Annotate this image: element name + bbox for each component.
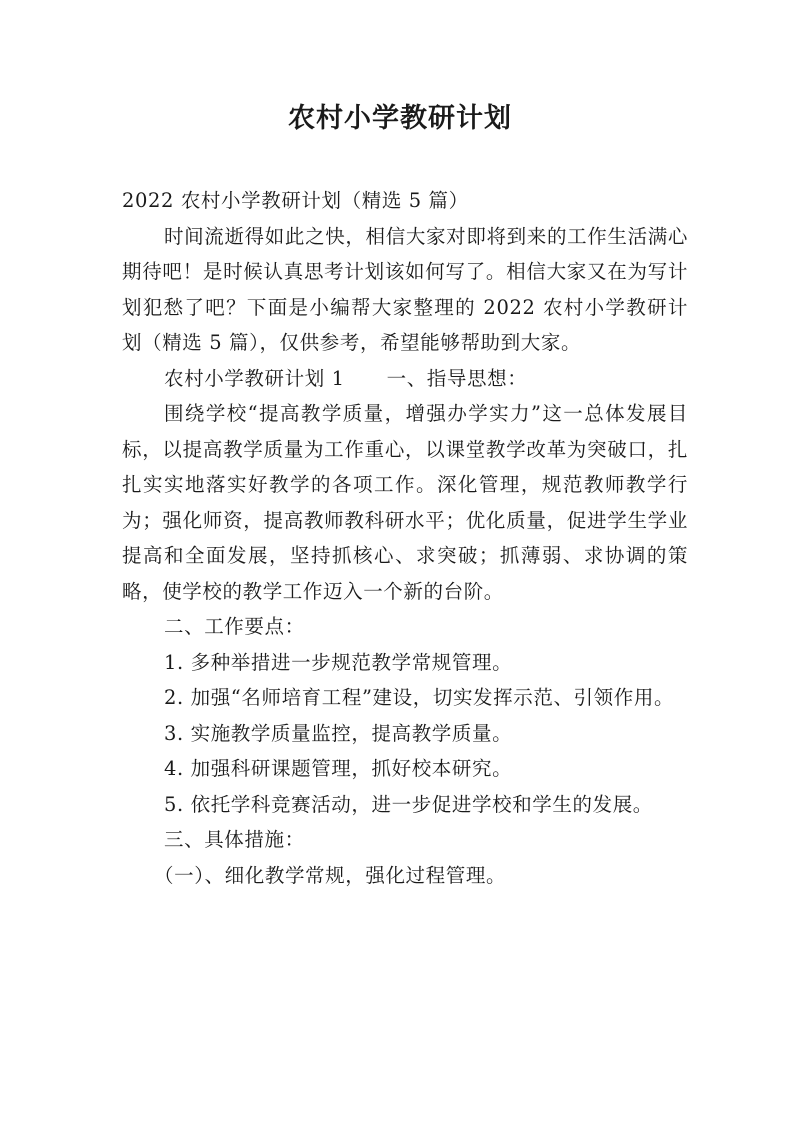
document-title: 农村小学教研计划 [288, 103, 512, 134]
plan-label: 农村小学教研计划 1 [164, 366, 345, 390]
work-point: 1. 多种举措进一步规范教学常规管理。 [164, 650, 513, 674]
work-point: 4. 加强科研课题管理，抓好校本研究。 [164, 757, 513, 780]
plan-heading-line [122, 361, 688, 397]
section3-heading: 三、具体措施： [164, 828, 305, 851]
work-point: 3. 实施教学质量监控，提高教学质量。 [164, 721, 513, 745]
document-body [122, 183, 688, 893]
subsection1-heading: （一）、细化教学常规，强化过程管理。 [154, 863, 507, 887]
intro-paragraph: 时间流逝得如此之快，相信大家对即将到来的工作生活满心期待吧！是时候认真思考计划该如何写了。相信大家又在为写计划犯愁了吧？下面是小编帮大家整理的 2022 农村小学教研计划（精选 5 篇），仅供参考，希望能够帮助到大家。 [122, 224, 688, 354]
section2-heading: 二、工作要点： [164, 615, 305, 638]
section1-heading: 一、指导思想： [386, 366, 528, 390]
work-point: 2. 加强“名师培育工程”建设，切实发挥示范、引领作用。 [164, 686, 675, 709]
section1-paragraph: 围绕学校“提高教学质量，增强办学实力”这一总体发展目标，以提高教学质量为工作重心，以课堂教学改革为突破口，扎扎实实地落实好教学的各项工作。深化管理，规范教师教学行为；强化师资，提高教师教科研水平；优化质量，促进学生学业提高和全面发展，坚持抓核心、求突破；抓薄弱、求协调的策略，使学校的教学工作迈入一个新的台阶。 [122, 402, 688, 603]
work-point: 5. 依托学科竞赛活动，进一步促进学校和学生的发展。 [164, 792, 653, 816]
document-subtitle: 2022 农村小学教研计划（精选 5 篇） [122, 189, 469, 212]
